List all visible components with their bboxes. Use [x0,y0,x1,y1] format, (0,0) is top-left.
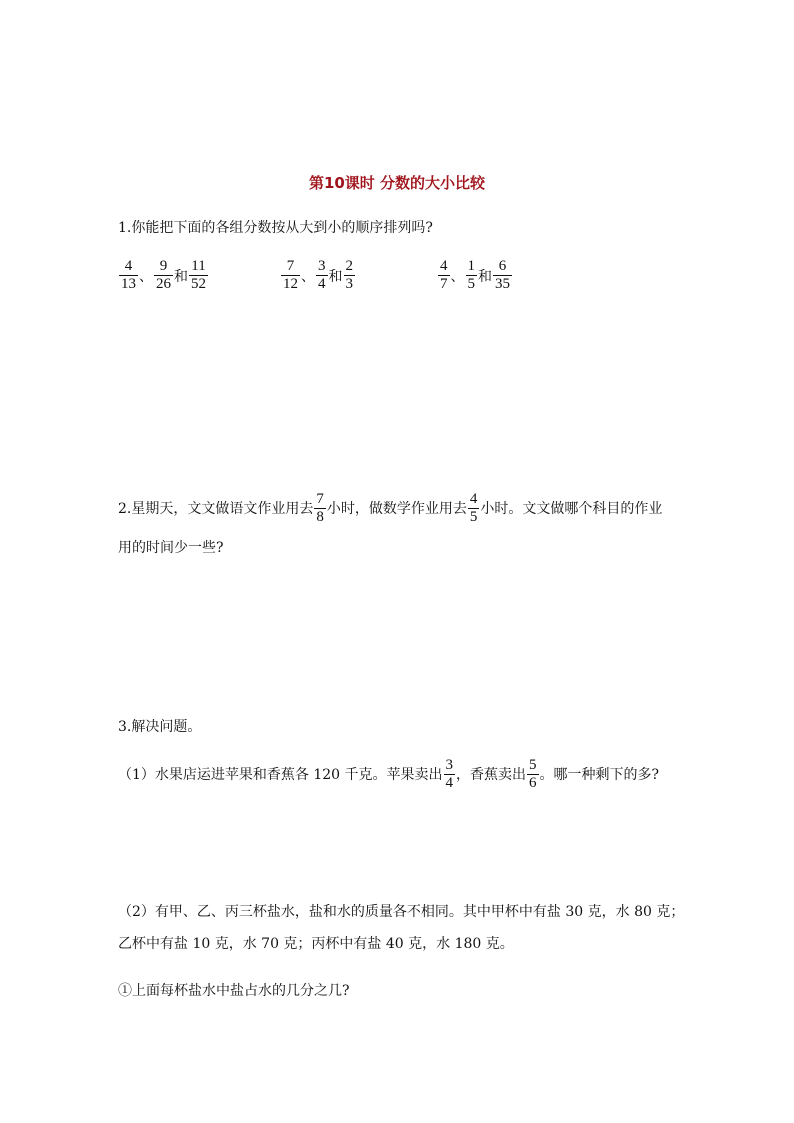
fraction: $\frac{1}{5}$ [467,258,475,292]
separator: 和 [478,268,492,285]
fraction: $\frac{6}{35}$ [495,258,510,292]
fraction: $\frac{7}{8}$ [316,491,324,525]
separator: 和 [328,268,343,285]
separator: 、 [450,268,465,285]
page-title: 第10课时 分数的大小比较 [308,174,486,192]
fraction: $\frac{4}{7}$ [440,258,448,292]
separator: 、 [301,268,315,285]
sub-question-text: 。哪一种剩下的多? [539,766,660,783]
question-3-sub-3: ①上面每杯盐水中盐占水的几分之几? [118,983,350,999]
question-3-prompt: 3.解决问题。 [118,719,202,735]
fraction: $\frac{4}{5}$ [469,491,478,525]
fraction: $\frac{3}{4}$ [318,258,326,292]
separator: 和 [174,268,188,285]
question-3-sub-1 [118,757,659,792]
fraction-group-3 [437,258,513,293]
sub-question-text: ，香蕉卖出 [456,766,527,783]
fraction-group-2 [280,258,356,293]
fraction: $\frac{4}{13}$ [121,258,136,292]
fraction: $\frac{3}{4}$ [445,757,454,791]
fraction: $\frac{5}{6}$ [529,757,537,791]
sub-question-text: （1）水果店运进苹果和香蕉各 120 千克。苹果卖出 [118,766,443,783]
question-2-line-1 [118,491,662,526]
question-2-line-2: 用的时间少一些? [118,540,224,556]
fraction: $\frac{11}{52}$ [191,258,206,292]
fraction-group-1 [118,258,209,293]
separator: 、 [139,268,153,285]
fraction: $\frac{9}{26}$ [156,258,171,292]
fraction: $\frac{2}{3}$ [345,258,353,292]
question-2-text: 小时，做数学作业用去 [326,500,467,517]
question-2-text: 2.星期天，文文做语文作业用去 [118,500,314,517]
question-1-prompt: 1.你能把下面的各组分数按从大到小的顺序排列吗? [118,220,433,236]
fraction: $\frac{7}{12}$ [283,258,298,292]
question-2-text: 小时。文文做哪个科目的作业 [480,500,663,517]
question-3-sub-2-line-1: （2）有甲、乙、丙三杯盐水，盐和水的质量各不相同。其中甲杯中有盐 30 克，水 80 克； [118,904,685,920]
question-3-sub-2-line-2: 乙杯中有盐 10 克，水 70 克；丙杯中有盐 40 克，水 180 克。 [118,936,514,952]
